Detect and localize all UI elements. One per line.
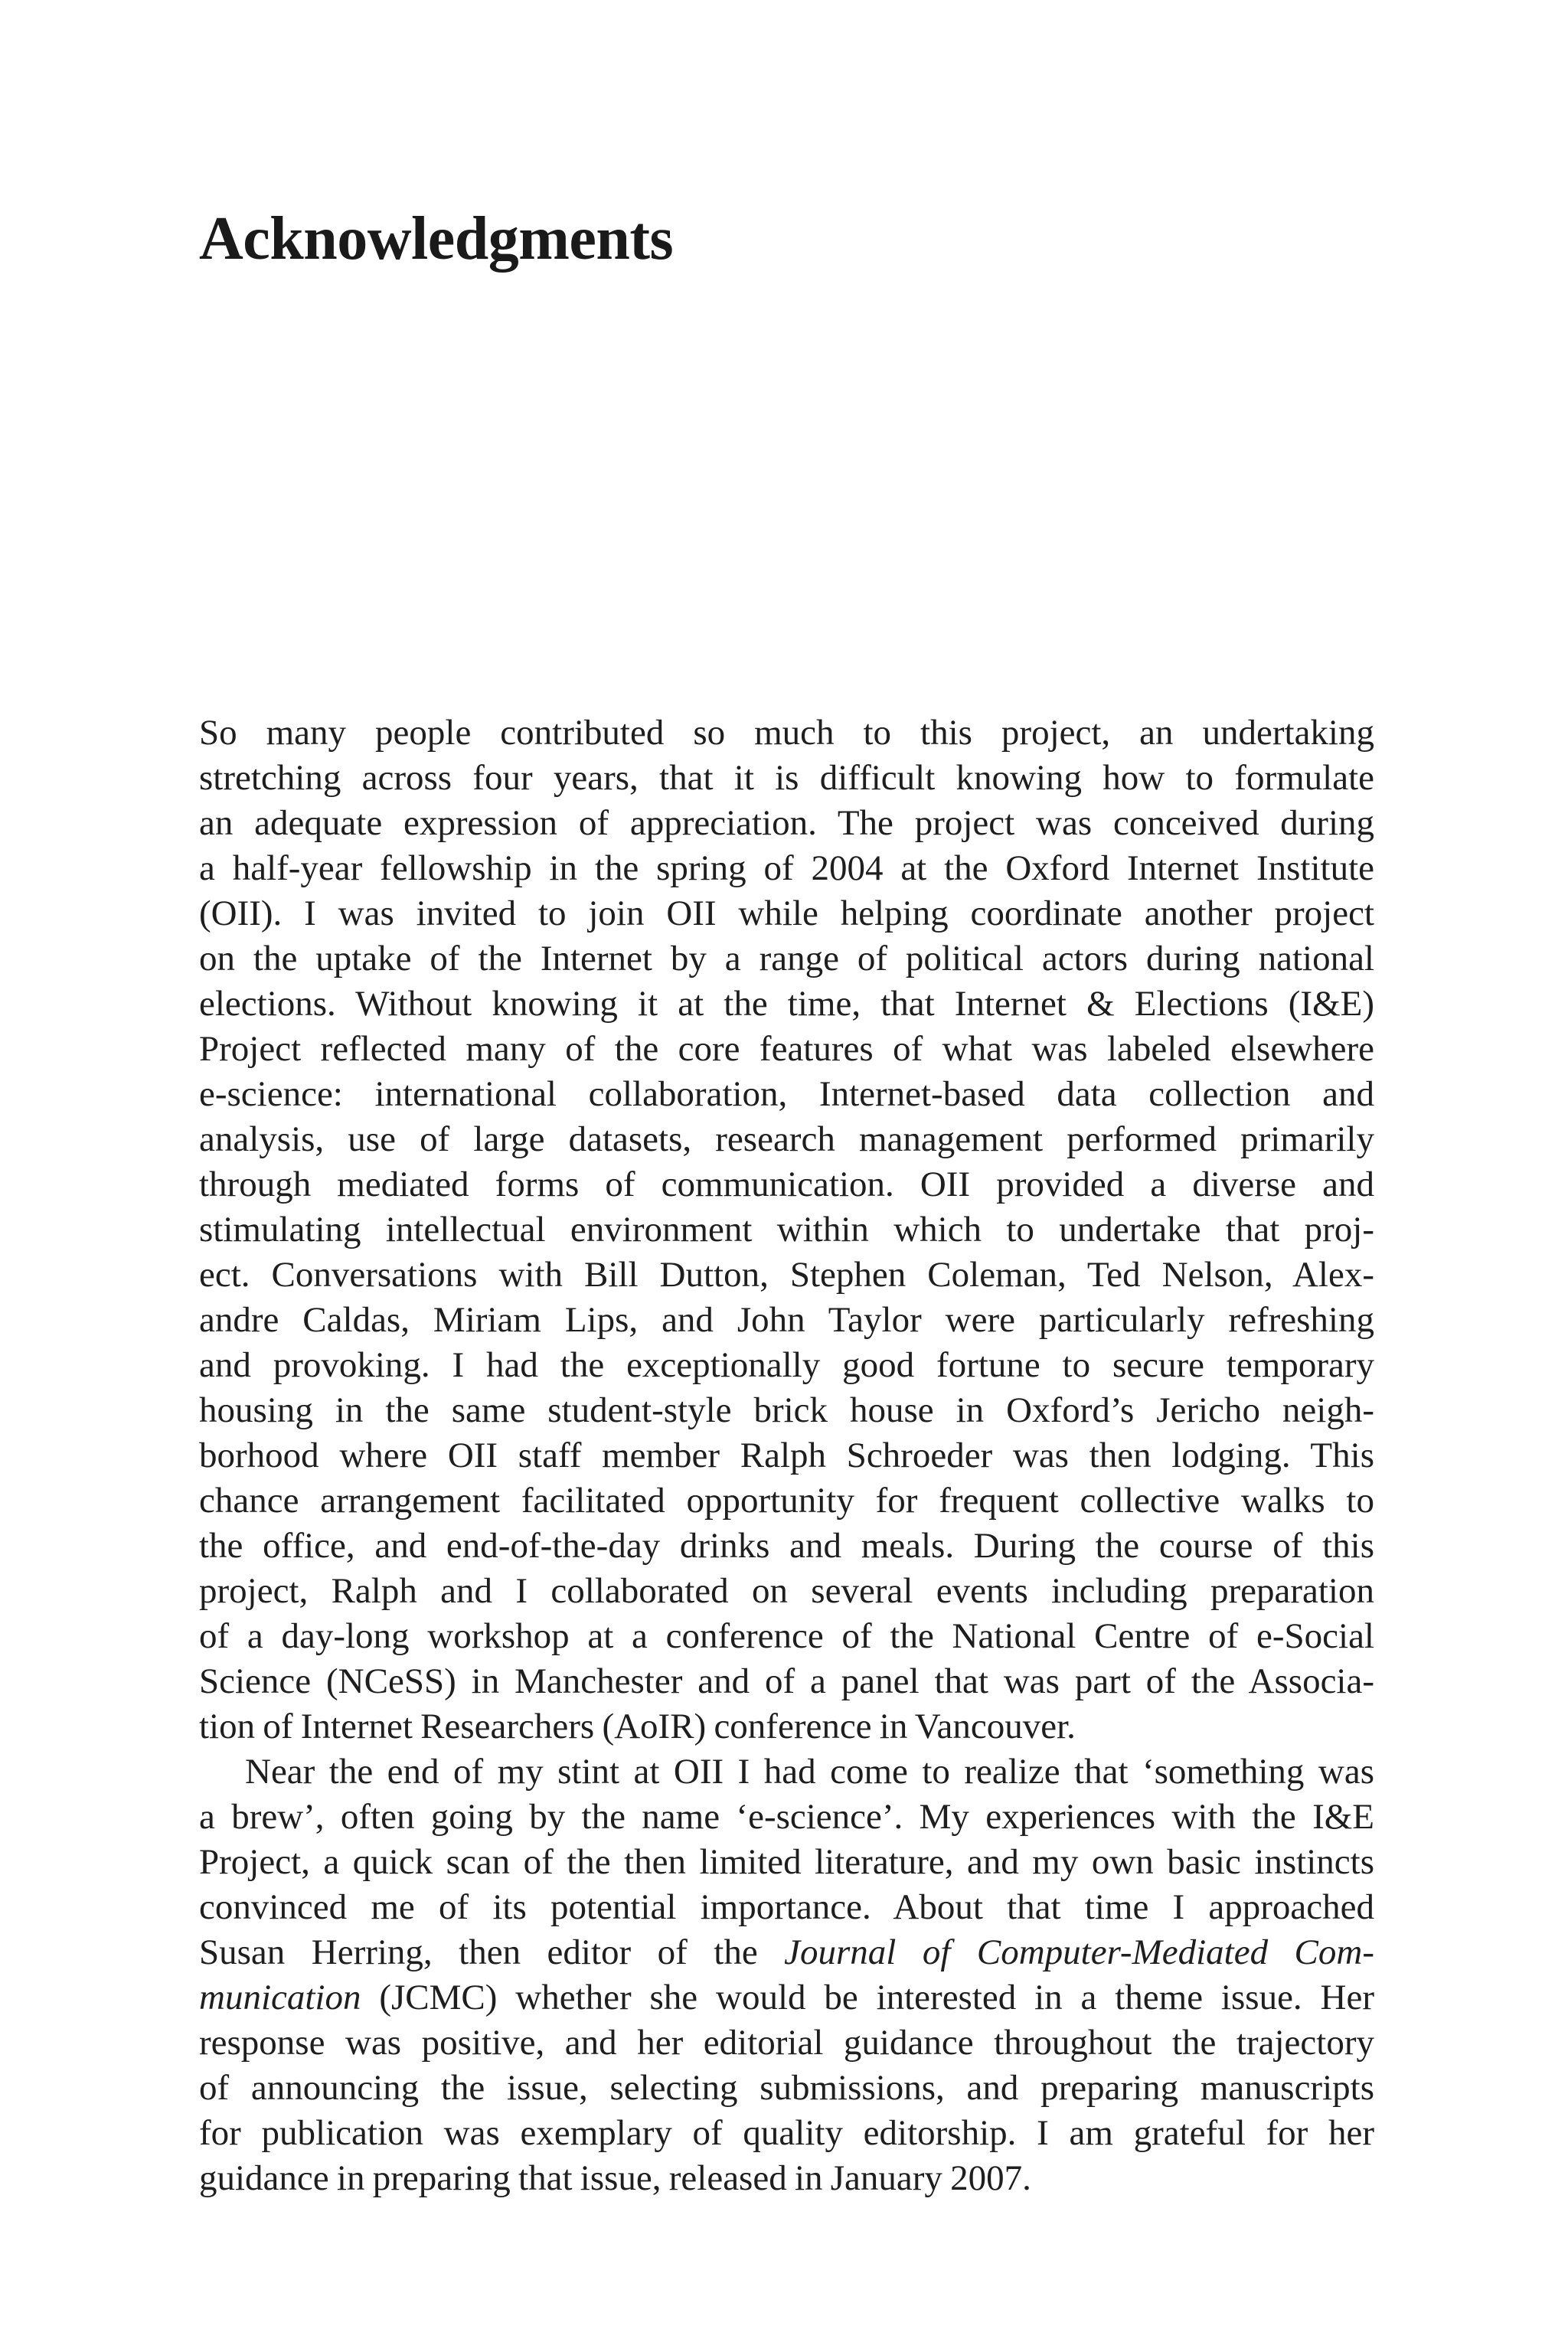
journal-title-italic: munication — [199, 1978, 361, 2017]
paragraph-1 — [199, 710, 1374, 1749]
text-run: Susan Herring, then editor of the — [199, 1932, 785, 1972]
text-line: So many people contributed so much to this project, an undertaking — [199, 713, 1374, 753]
text-line: of a day-long workshop at a conference of the National Centre of e-Social — [199, 1616, 1374, 1656]
acknowledgments-body — [199, 710, 1374, 2201]
text-line: e-science: international collaboration, Internet-based data collection and — [199, 1074, 1374, 1114]
text-line: the office, and end-of-the-day drinks and meals. During the course of this — [199, 1526, 1374, 1566]
text-line — [199, 1975, 1374, 2020]
text-line: for publication was exemplary of quality editorship. I am grateful for her — [199, 2113, 1374, 2153]
text-line: analysis, use of large datasets, research management performed primarily — [199, 1119, 1374, 1159]
text-line: Project reflected many of the core features of what was labeled elsewhere — [199, 1029, 1374, 1069]
text-line: andre Caldas, Miriam Lips, and John Taylor were particularly refreshing — [199, 1300, 1374, 1340]
text-line: convinced me of its potential importance. About that time I approached — [199, 1887, 1374, 1927]
text-run: (JCMC) whether she would be interested in a theme issue. Her — [361, 1978, 1374, 2017]
text-line: on the uptake of the Internet by a range of political actors during national — [199, 939, 1374, 978]
text-line: and provoking. I had the exceptionally good fortune to secure temporary — [199, 1345, 1374, 1385]
text-line: chance arrangement facilitated opportunity for frequent collective walks to — [199, 1481, 1374, 1521]
text-line: through mediated forms of communication. OII provided a diverse and — [199, 1165, 1374, 1204]
text-line: Near the end of my stint at OII I had come to realize that ‘something was — [245, 1752, 1374, 1792]
page-title: Acknowledgments — [199, 205, 674, 273]
text-line: guidance in preparing that issue, released in January 2007. — [199, 2158, 1031, 2198]
text-line — [199, 1930, 1374, 1975]
text-line: borhood where OII staff member Ralph Schroeder was then lodging. This — [199, 1436, 1374, 1475]
text-line: project, Ralph and I collaborated on several events including preparation — [199, 1571, 1374, 1611]
text-line: Science (NCeSS) in Manchester and of a panel that was part of the Associa- — [199, 1661, 1374, 1701]
text-line: an adequate expression of appreciation. The project was conceived during — [199, 803, 1374, 843]
text-line: ect. Conversations with Bill Dutton, Stephen Coleman, Ted Nelson, Alex- — [199, 1255, 1374, 1295]
text-line: (OII). I was invited to join OII while helping coordinate another project — [199, 893, 1374, 933]
text-line: of announcing the issue, selecting submissions, and preparing manuscripts — [199, 2068, 1374, 2108]
journal-title-italic: Journal of Computer-Mediated Com- — [784, 1932, 1374, 1972]
text-line: a half-year fellowship in the spring of 2004 at the Oxford Internet Institute — [199, 848, 1374, 888]
text-line: tion of Internet Researchers (AoIR) conference in Vancouver. — [199, 1707, 1076, 1746]
text-line: elections. Without knowing it at the time, that Internet & Elections (I&E) — [199, 984, 1374, 1024]
text-line: a brew’, often going by the name ‘e-science’. My experiences with the I&E — [199, 1797, 1374, 1837]
paragraph-2 — [199, 1749, 1374, 2201]
text-line: response was positive, and her editorial guidance throughout the trajectory — [199, 2023, 1374, 2063]
text-line: Project, a quick scan of the then limited literature, and my own basic instincts — [199, 1842, 1374, 1882]
text-line: stimulating intellectual environment within which to undertake that proj- — [199, 1210, 1374, 1250]
text-line: housing in the same student-style brick house in Oxford’s Jericho neigh- — [199, 1390, 1374, 1430]
text-line: stretching across four years, that it is difficult knowing how to formulate — [199, 758, 1374, 798]
